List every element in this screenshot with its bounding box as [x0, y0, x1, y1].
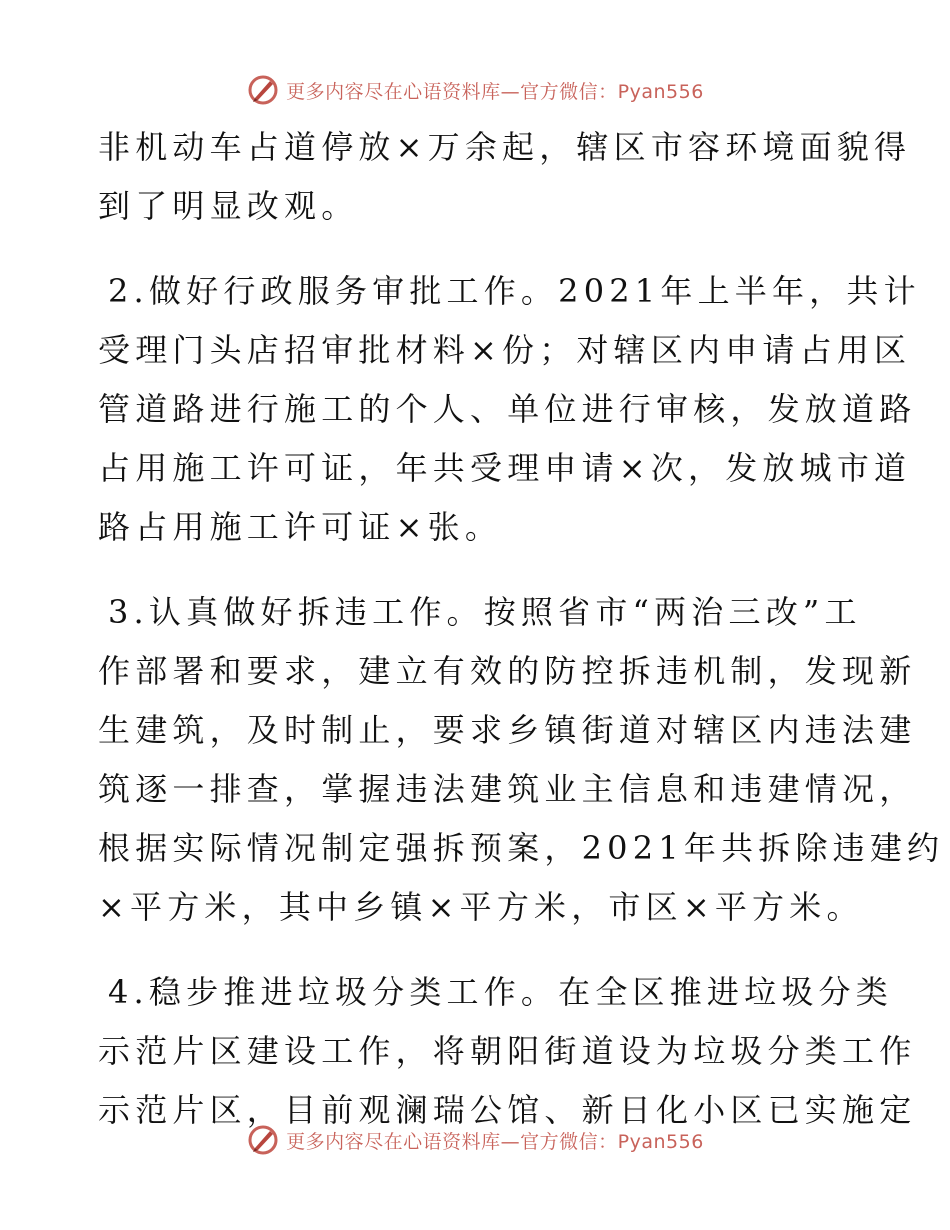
pen-circle-logo-icon	[246, 73, 280, 107]
text-line: 根据实际情况制定强拆预案，2021年共拆除违建约	[98, 829, 945, 867]
text-line: 4.稳步推进垃圾分类工作。在全区推进垃圾分类	[108, 973, 893, 1011]
text-line: 到了明显改观。	[98, 187, 359, 225]
paragraph-4	[98, 963, 917, 1140]
header-watermark	[0, 70, 950, 110]
text-line: 管道路进行施工的个人、单位进行审核，发放道路	[98, 390, 917, 428]
document-body	[98, 118, 945, 1166]
text-line: 示范片区建设工作，将朝阳街道设为垃圾分类工作	[98, 1032, 917, 1070]
footer-watermark	[0, 1120, 950, 1160]
pen-circle-logo-icon	[246, 1123, 280, 1157]
text-line: 3.认真做好拆违工作。按照省市“两治三改”工	[108, 593, 862, 631]
paragraph-1	[98, 118, 912, 236]
text-line: 作部署和要求，建立有效的防控拆违机制，发现新	[98, 652, 917, 690]
text-line: 示范片区，目前观澜瑞公馆、新日化小区已实施定	[98, 1091, 917, 1129]
text-line: 路占用施工许可证×张。	[98, 508, 503, 546]
text-line: 非机动车占道停放×万余起，辖区市容环境面貌得	[98, 128, 912, 166]
watermark-text: 更多内容尽在心语资料库—官方微信：Pyan556	[286, 1130, 704, 1153]
paragraph-2	[98, 262, 921, 557]
text-line: 生建筑，及时制止，要求乡镇街道对辖区内违法建	[98, 711, 917, 749]
text-line: ×平方米，其中乡镇×平方米，市区×平方米。	[98, 888, 864, 926]
watermark-text: 更多内容尽在心语资料库—官方微信：Pyan556	[286, 80, 704, 103]
text-line: 受理门头店招审批材料×份；对辖区内申请占用区	[98, 331, 912, 369]
text-line: 筑逐一排查，掌握违法建筑业主信息和违建情况，	[98, 770, 917, 808]
paragraph-3	[98, 583, 945, 937]
text-line: 占用施工许可证，年共受理申请×次，发放城市道	[98, 449, 912, 487]
text-line: 2.做好行政服务审批工作。2021年上半年，共计	[108, 272, 921, 310]
